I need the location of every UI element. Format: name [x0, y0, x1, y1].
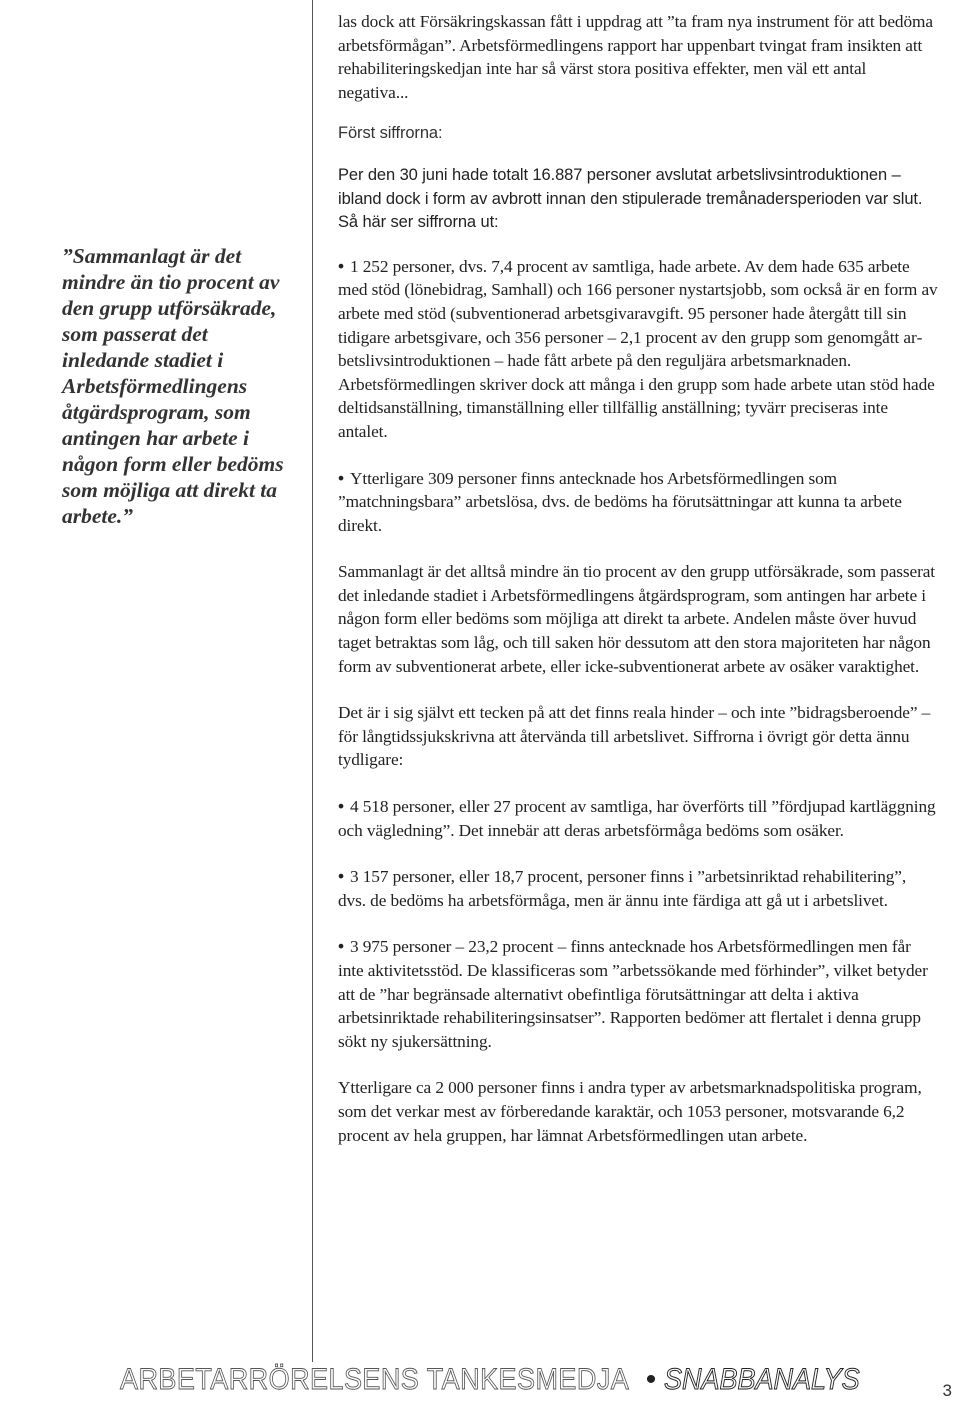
main-column — [338, 10, 938, 1147]
totals-paragraph: Per den 30 juni hade totalt 16.887 personer avslutat arbetslivsintroduktionen – ibland dock i form av avbrott innan den stipulerade tremånadersperioden var slut. Så här ser siffrorna ut: — [338, 165, 923, 232]
list-item: • 4 518 personer, eller 27 procent av samtliga, har överförts till ”fördjupad kartläggning och vägledning”. Det innebär att deras arbetsförmåga bedöms som osäker. — [338, 796, 936, 840]
page-footer — [120, 1363, 940, 1403]
list-item: • 3 157 personer, eller 18,7 procent, personer finns i ”arbetsinriktad rehabilitering”, dvs. de bedöms ha arbetsförmåga, men är ännu inte färdiga att gå ut i arbetslivet. — [338, 866, 907, 910]
summary-paragraph: Sammanlagt är det alltså mindre än tio procent av den grupp utförsäkrade, som passerat det inledande stadiet i Arbetsförmedlingens åtgärdsprogram, som antingen har arbete i någon form eller bedöms som möjliga att direkt ta arbete. Andelen måste över huvud taget betraktas som låg, och till saken hör dessutom att den stora majoriteten har någon form av subventionerat arbete, eller icke-subventionerat arbete av osäker varaktighet. — [338, 562, 936, 676]
list-item: • Ytterligare 309 personer finns antecknade hos Arbetsförmedlingen som ”matchningsbara” arbetslösa, dvs. de bedöms ha förutsättningar att kunna ta arbete direkt. — [338, 467, 902, 535]
obstacles-paragraph: Det är i sig självt ett tecken på att det finns reala hinder – och inte ”bidragsberoende” – för långtidssjukskrivna att återvända till arbetslivet. Siffrorna i övrigt gör detta ännu tydligare: — [338, 703, 931, 770]
intro-paragraph: las dock att Försäkringskassan fått i uppdrag att ”ta fram nya instrument för att bedöma arbetsförmågan”. Arbetsförmedlingens rapport har uppenbart tvingat fram insikten att rehabiliteringskedjan inte har så värst stora positiva effekter, men väl ett antal negativa... — [338, 12, 933, 102]
page-number: 3 — [942, 1381, 952, 1400]
footer-brand: ARBETARRÖRELSENS TANKESMEDJA — [120, 1363, 630, 1396]
bullet-icon: • — [338, 866, 344, 887]
footer-separator: • — [645, 1363, 657, 1396]
pull-quote: ”Sammanlagt är det mindre än tio procent av den grupp utförsäkrade, som passerat det inledande stadiet i Arbetsförmedlingens åtgärdsprogram, som antingen har arbete i någon form eller bedöms som möjliga att direkt ta arbete.” — [62, 244, 284, 528]
footer-series-title: SNABBANALYS — [664, 1363, 860, 1396]
closing-paragraph: Ytterligare ca 2 000 personer finns i andra typer av arbetsmarknadspolitiska program, som det verkar mest av förberedande karaktär, och 1053 personer, motsvarande 6,2 procent av hela gruppen, har lämnat Arbetsförmedlingen utan arbete. — [338, 1078, 922, 1145]
column-divider — [312, 0, 313, 1362]
bullet-icon: • — [338, 936, 344, 957]
section-subheading: Först siffrorna: — [338, 124, 443, 143]
bullet-icon: • — [338, 796, 344, 817]
bullet-list-a — [338, 255, 938, 538]
bullet-icon: • — [338, 255, 344, 276]
list-item: • 3 975 personer – 23,2 procent – finns antecknade hos Arbetsförmedlingen men får inte aktivitetsstöd. De klassificeras som ”arbetssökande med förhinder”, vilket betyder att de ”har begränsade alternativt obefintliga förutsättningar att delta i aktiva arbetsinriktade rehabiliteringsinsatser”. Rapporten bedömer att flertalet i denna grupp sökt ny sjukersättning. — [338, 936, 928, 1051]
bullet-icon: • — [338, 467, 344, 488]
list-item: • 1 252 personer, dvs. 7,4 procent av samtliga, hade arbete. Av dem hade 635 arbete med stöd (lönebidrag, Samhall) och 166 personer nystartsjobb, som också är en form av arbete med stöd (subventionerad arbetsgivaravgift. 95 personer hade återgått till sin tidigare arbetsgivare, och 356 personer – 2,1 procent av den grupp som genomgått arbetslivsintroduktionen – hade fått arbete på den reguljära arbetsmarknaden. Arbetsförmedlingen skriver dock att många i den grupp som hade arbete utan stöd hade deltidsanställning, timanställning eller tillfällig anställning; tyvärr preciseras inte antalet. — [338, 255, 938, 441]
bullet-list-b — [338, 795, 938, 1053]
